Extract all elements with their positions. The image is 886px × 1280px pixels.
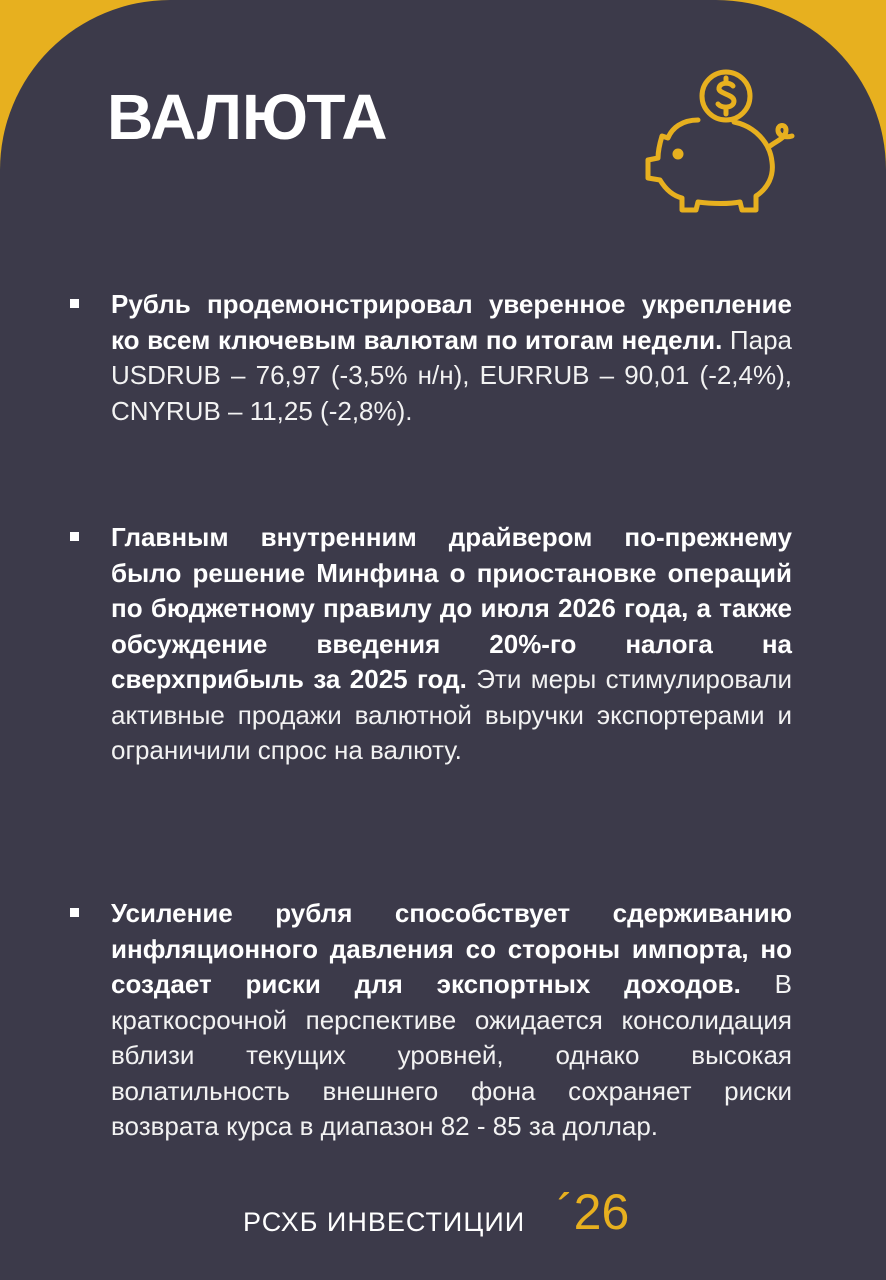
page-title: ВАЛЮТА (107, 81, 388, 153)
bullet-regular-text: Пара USDRUB – 76,97 (-3,5% н/н), EURRUB – 90,01 (-2,4%), CNYRUB – 11,25 (-2,8%). (111, 324, 792, 426)
bullet-regular-text: В краткосрочной перспективе ожидается консолидация вблизи текущих уровней, однако высокая волатильность внешнего фона сохраняет риски возврата курса в диапазон 82 - 85 за доллар. (111, 969, 792, 1141)
bullet-bold-text: Главным внутренним драйвером по-прежнему было решение Минфина о приостановке операций по бюджетному правилу до июля 2026 года, а также обсуждение введения 20%-го налога на сверхприбыль за 2025 год. (111, 522, 792, 694)
piggy-bank-dollar-icon (636, 62, 796, 222)
bullet-text (111, 520, 792, 769)
footer-branding (243, 1183, 663, 1243)
year-mark: ´26 (557, 1184, 630, 1240)
bullet-bold-text: Рубль продемонстрировал уверенное укрепление ко всем ключевым валютам по итогам недели. (111, 289, 792, 355)
brand-name: РСХБ ИНВЕСТИЦИИ (243, 1207, 526, 1237)
bullet-marker (70, 908, 79, 917)
bullet-marker (70, 299, 79, 308)
bullet-regular-text: Эти меры стимулировали активные продажи валютной выручки экспортерами и ограничили спрос на валюту. (111, 664, 793, 765)
bullet-text (111, 287, 792, 429)
bullet-marker (70, 532, 79, 541)
bullet-bold-text: Усиление рубля способствует сдерживанию инфляционного давления со стороны импорта, но создает риски для экспортных доходов. (111, 898, 792, 999)
bullet-text (111, 896, 792, 1145)
